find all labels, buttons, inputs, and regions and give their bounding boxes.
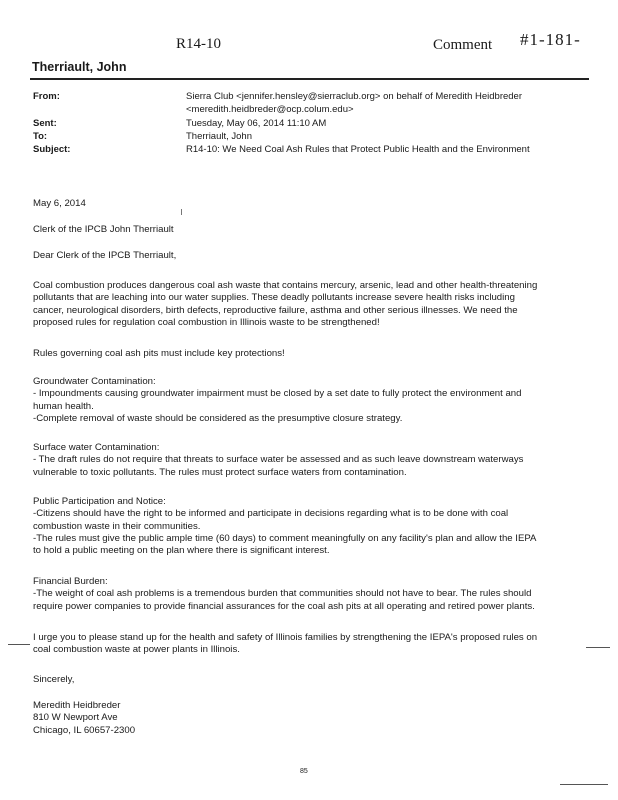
- closing-paragraph: [33, 632, 537, 657]
- signer-name: Meredith Heidbreder: [33, 700, 121, 711]
- text-line: -Citizens should have the right to be informed and participate in decisions regarding what is to be done with coal: [33, 508, 509, 520]
- public-participation-section: [33, 496, 536, 557]
- surface-water-section: [33, 442, 523, 479]
- section-heading: Public Participation and Notice:: [33, 496, 166, 507]
- docket-number: R14-10: [176, 36, 221, 52]
- signature-block: [33, 700, 135, 737]
- subject-value: R14-10: We Need Coal Ash Rules that Protect Public Health and the Environment: [186, 144, 530, 155]
- to-value: Therriault, John: [186, 131, 253, 142]
- text-line: -Complete removal of waste should be considered as the presumptive closure strategy.: [33, 412, 403, 424]
- text-line: I urge you to please stand up for the health and safety of Illinois families by strengthening the IEPA's proposed rules on: [33, 632, 538, 643]
- text-line: vulnerable to toxic pollutants. The rules must protect surface waters from contamination.: [33, 466, 407, 478]
- text-line: proposed rules for regulation coal combustion in Illinois waste to be strengthened!: [33, 316, 380, 328]
- scan-mark: [586, 647, 610, 648]
- scan-mark: [8, 644, 30, 645]
- scan-mark: [181, 209, 182, 215]
- header-divider: [30, 78, 589, 80]
- signer-street: 810 W Newport Ave: [33, 712, 118, 724]
- comment-label: Comment: [433, 37, 493, 53]
- signer-city: Chicago, IL 60657-2300: [33, 724, 136, 736]
- text-line: - Impoundments causing groundwater impairment must be closed by a set date to fully protect the environment and: [33, 388, 522, 400]
- letter-salutation: Dear Clerk of the IPCB Therriault,: [33, 250, 177, 261]
- text-line: coal combustion waste at power plants in Illinois.: [33, 644, 240, 656]
- section-heading: Groundwater Contamination:: [33, 376, 156, 387]
- subject-label: Subject:: [33, 144, 71, 155]
- text-line: -The weight of coal ash problems is a tremendous burden that communities should not have to bear. The rules should: [33, 588, 532, 600]
- letter-date: May 6, 2014: [33, 198, 86, 209]
- signoff: Sincerely,: [33, 674, 75, 685]
- comment-number: #1-181-: [520, 30, 581, 49]
- section-heading: Surface water Contamination:: [33, 442, 160, 453]
- recipient-name: Therriault, John: [32, 60, 127, 74]
- letter-addressee: Clerk of the IPCB John Therriault: [33, 224, 174, 235]
- text-line: cancer, neurological disorders, birth defects, reproductive failure, asthma and other serious illnesses. We need the: [33, 304, 518, 316]
- from-value-line2: <meredith.heidbreder@ocp.colum.edu>: [186, 104, 354, 115]
- rules-statement: Rules governing coal ash pits must include key protections!: [33, 348, 285, 359]
- text-line: require power companies to provide financial assurances for the coal ash pits at all operating and retired power plants.: [33, 600, 535, 612]
- text-line: to hold a public meeting on the plan where there is significant interest.: [33, 545, 330, 557]
- text-line: human health.: [33, 400, 94, 412]
- text-line: pollutants that are leaching into our water supplies. These deadly pollutants increase severe health risks including: [33, 292, 515, 304]
- sent-label: Sent:: [33, 118, 57, 129]
- sent-value: Tuesday, May 06, 2014 11:10 AM: [186, 118, 327, 129]
- text-line: -The rules must give the public ample time (60 days) to comment meaningfully on any facility's plan and allow the IEPA: [33, 532, 537, 544]
- groundwater-section: [33, 376, 521, 425]
- text-line: combustion waste in their communities.: [33, 520, 201, 532]
- to-label: To:: [33, 131, 48, 142]
- text-line: - The draft rules do not require that threats to surface water be assessed and as such leave downstream waterways: [33, 454, 524, 466]
- scan-mark: [560, 784, 608, 785]
- from-label: From:: [33, 91, 60, 102]
- page-number: 85: [300, 768, 308, 775]
- section-heading: Financial Burden:: [33, 576, 108, 587]
- financial-burden-section: [33, 576, 535, 613]
- text-line: Coal combustion produces dangerous coal ash waste that contains mercury, arsenic, lead and other health-threatening: [33, 280, 538, 291]
- intro-paragraph: [33, 280, 537, 329]
- from-value-line1: Sierra Club <jennifer.hensley@sierraclub.org> on behalf of Meredith Heidbreder: [186, 91, 522, 102]
